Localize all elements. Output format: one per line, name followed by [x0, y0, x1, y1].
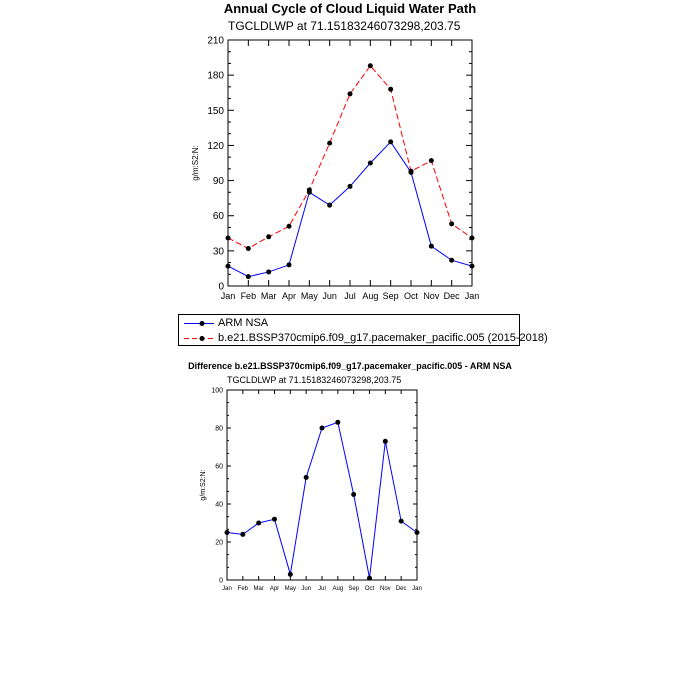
bottom-series-0-point	[304, 475, 309, 480]
top-series-0-point	[327, 203, 332, 208]
top-plot-area	[191, 36, 479, 302]
bottom-series-0-point	[288, 572, 293, 577]
bottom-ytick-label: 0	[219, 577, 223, 585]
top-xtick-label: Sep	[382, 291, 399, 301]
top-xtick-label: Oct	[403, 291, 419, 301]
bottom-xtick-label: Oct	[364, 586, 375, 592]
top-series-1-point	[226, 235, 231, 240]
bottom-series-0-point	[415, 530, 420, 535]
bottom-ylabel: g/m:S2:N:	[199, 469, 207, 501]
bottom-frame	[227, 390, 417, 580]
top-series-1-point	[409, 169, 414, 174]
bottom-xtick-label: Nov	[379, 586, 391, 592]
bottom-series-0-point	[399, 519, 404, 524]
top-xtick-label: Aug	[362, 291, 379, 301]
bottom-series-0-point	[335, 420, 340, 425]
top-series-0-point	[429, 244, 434, 249]
bottom-xtick-label: Jun	[301, 586, 312, 592]
top-ytick-label: 210	[207, 35, 224, 47]
bottom-ytick-label: 20	[215, 539, 223, 547]
top-ytick-label: 0	[218, 281, 224, 293]
top-series-0-point	[226, 264, 231, 269]
top-series-0-line	[228, 142, 472, 277]
chart-title: Annual Cycle of Cloud Liquid Water Path	[223, 1, 477, 16]
top-series-1-point	[449, 221, 454, 226]
bottom-series-0-point	[367, 576, 372, 581]
top-ytick-label: 120	[207, 140, 224, 152]
top-series-1-point	[307, 187, 312, 192]
top-ytick-label: 30	[212, 246, 224, 258]
top-series-0-point	[348, 184, 353, 189]
top-series-0-point	[388, 139, 393, 144]
bottom-series-0-point	[383, 439, 388, 444]
legend-swatch-model	[182, 331, 216, 346]
bottom-series-0-point	[320, 426, 325, 431]
bottom-xtick-label: Jan	[412, 586, 422, 592]
bottom-series-0-point	[225, 530, 230, 535]
top-series-1-point	[470, 235, 475, 240]
top-series-1-point	[246, 246, 251, 251]
top-ytick-label: 180	[207, 70, 224, 82]
bottom-xtick-label: May	[284, 586, 297, 592]
top-xtick-label: May	[300, 291, 318, 301]
top-series-0-point	[368, 161, 373, 166]
top-series-1-point	[388, 87, 393, 92]
top-xtick-label: Apr	[281, 291, 297, 301]
legend-entry-model	[179, 331, 548, 346]
top-series-1-point	[368, 63, 373, 68]
top-series-1-point	[348, 91, 353, 96]
top-series-0-point	[287, 262, 292, 267]
bottom-xtick-label: Apr	[269, 586, 280, 592]
bottom-chart-subtitle: TGCLDLWP at 71.15183246073298,203.75	[227, 375, 402, 385]
legend-swatch-arm-nsa	[182, 316, 216, 331]
legend-label-model: b.e21.BSSP370cmip6.f09_g17.pacemaker_pacific.005 (2015-2018)	[218, 332, 548, 344]
bottom-xtick-label: Dec	[395, 586, 407, 592]
top-ytick-label: 60	[212, 211, 224, 223]
top-xtick-label: Jan	[464, 291, 480, 301]
top-xtick-label: Nov	[423, 291, 440, 301]
top-xtick-label: Jan	[220, 291, 236, 301]
bottom-xtick-label: Aug	[332, 586, 344, 592]
top-xtick-label: Jun	[322, 291, 337, 301]
top-xtick-label: Feb	[240, 291, 257, 301]
top-series-1-point	[266, 234, 271, 239]
bottom-plot-area	[200, 387, 422, 592]
bottom-series-0-point	[351, 492, 356, 497]
bottom-xtick-label: Jan	[222, 586, 232, 592]
top-ytick-label: 90	[212, 176, 224, 188]
bottom-ytick-label: 40	[215, 501, 223, 509]
top-series-0-point	[470, 264, 475, 269]
top-series-1-point	[287, 224, 292, 229]
bottom-xtick-label: Sep	[348, 586, 360, 592]
top-xtick-label: Mar	[260, 291, 277, 301]
top-series-0-point	[266, 269, 271, 274]
legend-label-arm-nsa: ARM NSA	[218, 317, 269, 329]
bottom-ytick-label: 80	[215, 425, 223, 433]
bottom-xtick-label: Mar	[253, 586, 264, 592]
legend	[178, 314, 548, 346]
bottom-series-0-point	[272, 517, 277, 522]
bottom-ytick-label: 100	[211, 387, 223, 395]
top-xtick-label: Jul	[344, 291, 356, 301]
top-chart-subtitle: TGCLDLWP at 71.15183246073298,203.75	[228, 19, 461, 33]
top-series-1-point	[429, 158, 434, 163]
top-ytick-label: 150	[207, 105, 224, 117]
top-series-1-point	[327, 141, 332, 146]
legend-entry-arm-nsa	[179, 316, 519, 331]
bottom-series-0-line	[227, 422, 417, 578]
top-series-0-point	[449, 258, 454, 263]
difference-chart-title: Difference b.e21.BSSP370cmip6.f09_g17.pacemaker_pacific.005 - ARM NSA	[188, 361, 512, 371]
bottom-series-0-point	[240, 532, 245, 537]
top-xtick-label: Dec	[443, 291, 460, 301]
bottom-xtick-label: Jul	[318, 586, 326, 592]
bottom-ytick-label: 60	[215, 463, 223, 471]
bottom-series-0-point	[256, 521, 261, 526]
top-ylabel: g/m:S2:N:	[191, 145, 200, 181]
top-series-0-point	[246, 274, 251, 279]
bottom-xtick-label: Feb	[237, 586, 249, 592]
